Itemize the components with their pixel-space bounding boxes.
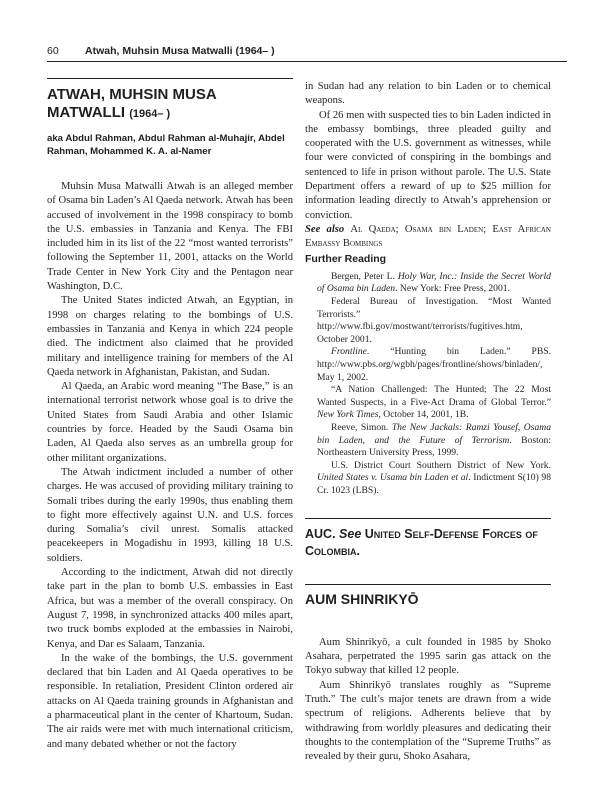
aka-names: aka Abdul Rahman, Abdul Rahman al-Muhajir, Abdel Rahman, Mohammed K. A. al-Namer bbox=[47, 133, 285, 157]
reference-item bbox=[305, 384, 551, 422]
body-paragraph: Aum Shinrikyō translates roughly as “Supreme Truth.” The cult’s major tenets are drawn from a wide spectrum of religions. Adherents believe that by withdrawing from worldly pleasures and dedicating their thoughts to the contemplation of the “Supreme Truths” as revealed by their guru, Shoko Asahara, bbox=[305, 679, 551, 763]
reference-text: Bergen, Peter L. bbox=[331, 270, 398, 282]
left-column bbox=[47, 78, 293, 752]
reference-text: . Boston: Northeastern University Press, 1999. bbox=[317, 434, 551, 459]
right-column bbox=[305, 80, 551, 765]
reference-text: U.S. District Court Southern District of New York. bbox=[331, 459, 551, 471]
body-paragraph: According to the indictment, Atwah did not directly take part in the plan to bomb U.S. embassies in East Africa, but was a member of the overall conspiracy. On August 7, 1998, in synchronized attacks 400 miles apart, two truck bombs exploded at the embassies in Nairobi, Kenya, and Dar es Salaam, Tanzania. bbox=[47, 567, 293, 650]
body-paragraph: In the wake of the bombings, the U.S. government declared that bin Laden and Al Qaeda operatives to be responsible. In retaliation, President Clinton ordered air attacks on Al Qaeda training grounds in Afghanistan and a pharmaceutical plant in the center of Khartoum, Sudan. The air raids were met with much international criticism, and many debated whether or not the factory bbox=[47, 652, 293, 750]
reference-text: . Indictment S(10) 98 Cr. 1023 (LBS). bbox=[317, 472, 551, 496]
body-paragraph: The Atwah indictment included a number of other charges. He was accused of providing military training to Somali tribes during the early 1990s, thus enabling them to fight more effectively against U.N. and U.S. forces during Somalia’s civil unrest. Somalis attacked peacekeepers in Mogadishu in 1993, killing 18 U.S. soldiers. bbox=[47, 466, 293, 564]
reference-text: “A Nation Challenged: The Hunted; The 22 Most Wanted Suspects, in a Five-Act Drama of Global Terror.” bbox=[317, 384, 551, 408]
reference-list bbox=[305, 271, 551, 498]
reference-text: . New York: Free Press, 2001. bbox=[395, 283, 510, 295]
entry-title bbox=[47, 86, 293, 123]
body-paragraph: Muhsin Musa Matwalli Atwah is an alleged member of Osama bin Laden’s Al Qaeda network. Atwah has been accused of involvement in the 1998 conspiracy to bomb the U.S. embassies in Tanzania and Kenya. The FBI included him in its list of the 22 “most wanted terrorists” following the September 11, 2001, attacks on the World Trade Center in New York City and the Pentagon near Washington, D.C. bbox=[47, 181, 293, 293]
entry-title-dates: (1964– ) bbox=[129, 108, 171, 120]
body-paragraph: The United States indicted Atwah, an Egyptian, in 1998 on charges relating to the bombings of U.S. embassies in Tanzania and Kenya in which 224 people died. The indictment also claimed that he provided military and intelligence training for members of the Al Qaeda network in Afghanistan, Pakistan, and Sudan. bbox=[47, 295, 293, 378]
entry-rule bbox=[47, 78, 293, 79]
entry-rule bbox=[305, 518, 551, 519]
running-title: Atwah, Muhsin Musa Matwalli (1964– ) bbox=[85, 45, 275, 57]
aum-title: AUM SHINRIKYŌ bbox=[305, 590, 419, 607]
auc-see: See bbox=[339, 526, 362, 541]
reference-item bbox=[305, 422, 551, 460]
page-number: 60 bbox=[47, 45, 59, 57]
entry-title-name: ATWAH, MUHSIN MUSA MATWALLI bbox=[47, 86, 217, 121]
body-paragraph-continued: in Sudan had any relation to bin Laden or to chemical weapons. bbox=[305, 81, 551, 107]
reference-title: Frontline bbox=[331, 346, 367, 358]
reference-item bbox=[305, 346, 551, 384]
auc-cross-reference bbox=[305, 526, 551, 560]
further-reading-heading: Further Reading bbox=[305, 252, 387, 265]
entry-rule bbox=[305, 584, 551, 585]
reference-title: New York Times bbox=[317, 409, 379, 421]
auc-target: United Self-Defense Forces of Colombia. bbox=[305, 526, 538, 558]
aum-entry bbox=[305, 584, 551, 765]
body-paragraph: Aum Shinrikyō, a cult founded in 1985 by Shoko Asahara, perpetrated the 1995 sarin gas attack on the Tokyo subway that killed 12 people. bbox=[305, 636, 551, 677]
auc-entry bbox=[305, 518, 551, 560]
reference-text: . “Hunting bin Laden.” PBS. http://www.pbs.org/wgbh/pages/frontline/shows/binladen/, May 1, 2002. bbox=[317, 346, 551, 383]
reference-title: United States v. Usama bin Laden et al bbox=[317, 472, 469, 484]
body-paragraph: Of 26 men with suspected ties to bin Laden indicted in the embassy bombings, three pleaded guilty and cooperated with the U.S. government as witnesses, while four were convicted of conspiring in the bombings and sentenced to life in prison without parole. The U.S. State Department offers a reward of up to $25 million for information leading directly to Atwah’s apprehension or conviction. bbox=[305, 109, 551, 221]
auc-title: AUC. bbox=[305, 526, 336, 541]
see-also bbox=[305, 223, 551, 252]
reference-item bbox=[305, 296, 551, 346]
reference-title: Holy War, Inc.: Inside the Secret World of Osama bin Laden bbox=[317, 270, 551, 295]
see-also-label: See also bbox=[305, 223, 345, 235]
reference-item bbox=[305, 460, 551, 498]
reference-text: Reeve, Simon. bbox=[331, 421, 392, 433]
see-also-links: Al Qaeda; Osama bin Laden; East African Embassy Bombings bbox=[305, 223, 551, 250]
body-paragraph: Al Qaeda, an Arabic word meaning “The Base,” is an international terrorist network whose goal is to drive the United States from Saudi Arabia and other Islamic countries by force. Headed by the Saudi Osama bin Laden, Al Qaeda also serves as an umbrella group for other militant organizations. bbox=[47, 381, 293, 464]
running-head bbox=[47, 45, 567, 57]
reference-item bbox=[305, 271, 551, 296]
reference-text: , October 14, 2001, 1B. bbox=[378, 409, 469, 421]
header-rule bbox=[47, 61, 567, 62]
reference-title: The New Jackals: Ramzi Yousef, Osama bin Laden, and the Future of Terrorism bbox=[317, 421, 551, 446]
reference-text: Federal Bureau of Investigation. “Most Wanted Terrorists.” http://www.fbi.gov/mostwant/terrorists/fugitives.htm, October 2001. bbox=[317, 296, 551, 345]
